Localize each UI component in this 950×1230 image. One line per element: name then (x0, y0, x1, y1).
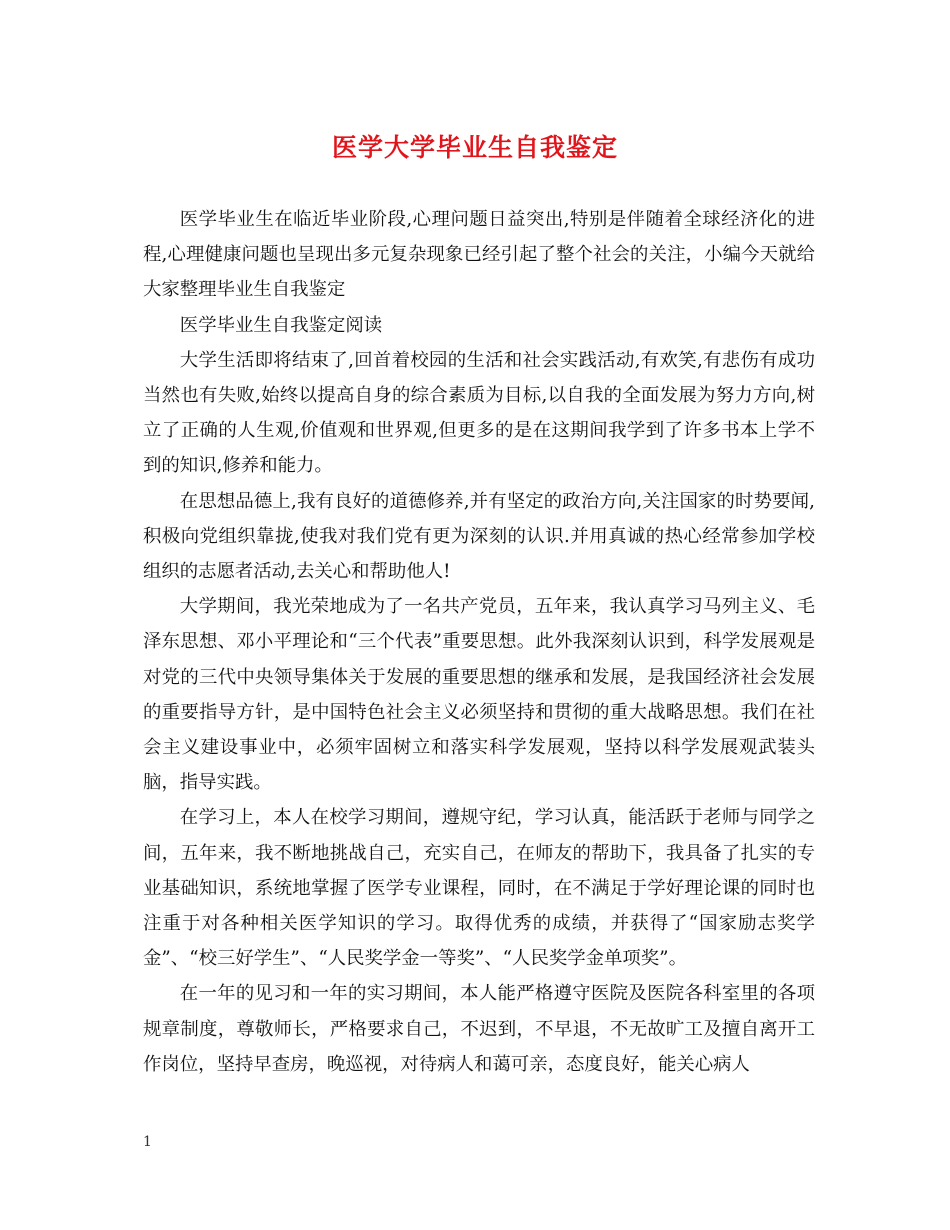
paragraph-subheading: 医学毕业生自我鉴定阅读 (179, 314, 383, 336)
paragraph-internship: 在一年的见习和一年的实习期间，本人能严格遵守医院及医院各科室里的各项规章制度，尊敬师长，严格要求自己，不迟到，不早退，不无故旷工及擅自离开工作岗位，坚持早查房，晚巡视，对待病人和蔼可亲，态度良好，能关心病人 (143, 983, 815, 1075)
paragraph-study: 在学习上，本人在校学习期间，遵规守纪，学习认真，能活跃于老师与同学之间，五年来，我不断地挑战自己，充实自己，在师友的帮助下，我具备了扎实的专业基础知识，系统地掌握了医学专业课程，同时，在不满足于学好理论课的同时也注重于对各种相关医学知识的学习。取得优秀的成绩，并获得了“国家励志奖学金”、“校三好学生”、“人民奖学金一等奖”、“人民奖学金单项奖”。 (143, 807, 815, 970)
paragraph-college-life: 大学生活即将结束了,回首着校园的生活和社会实践活动,有欢笑,有悲伤有成功当然也有失败,始终以提高自身的综合素质为目标,以自我的全面发展为努力方向,树立了正确的人生观,价值观和世界观,但更多的是在这期间我学到了许多书本上学不到的知识,修养和能力。 (143, 349, 815, 477)
paragraph-intro: 医学毕业生在临近毕业阶段,心理问题日益突出,特别是伴随着全球经济化的进程,心理健康问题也呈现出多元复杂现象已经引起了整个社会的关注，小编今天就给大家整理毕业生自我鉴定 (143, 209, 815, 301)
document-body (143, 202, 815, 1082)
paragraph-party-member: 大学期间，我光荣地成为了一名共产党员，五年来，我认真学习马列主义、毛泽东思想、邓小平理论和“三个代表”重要思想。此外我深刻认识到，科学发展观是对党的三代中央领导集体关于发展的重要思想的继承和发展，是我国经济社会发展的重要指导方针，是中国特色社会主义必须坚持和贯彻的重大战略思想。我们在社会主义建设事业中，必须牢固树立和落实科学发展观，坚持以科学发展观武装头脑，指导实践。 (143, 596, 815, 794)
page-number: 1 (143, 1134, 152, 1150)
document-title: 医学大学毕业生自我鉴定 (331, 133, 618, 162)
paragraph-ideology: 在思想品德上,我有良好的道德修养,并有坚定的政治方向,关注国家的时势要闻,积极向党组织靠拢,使我对我们党有更为深刻的认识.并用真诚的热心经常参加学校组织的志愿者活动,去关心和帮助他人! (143, 490, 815, 583)
